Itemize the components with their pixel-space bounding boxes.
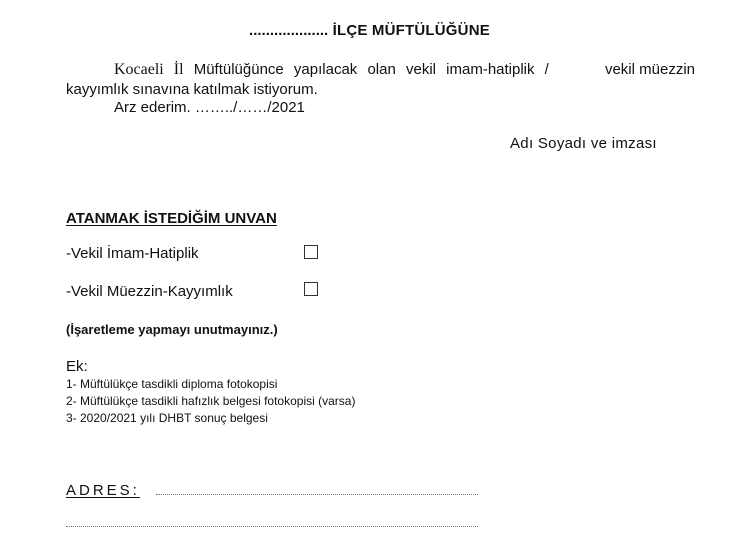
document-title [0,22,739,39]
reminder-note: (İşaretleme yapmayı unutmayınız.) [66,322,278,337]
signature-label: Adı Soyadı ve imzası [510,135,657,152]
checkbox-imam[interactable] [304,245,318,259]
title-office: İLÇE MÜFTÜLÜĞÜNE [332,22,490,39]
paragraph-line-1-end: vekil müezzin [604,61,695,78]
attachments-label: Ek: [66,358,88,375]
address-label: ADRES: [66,482,140,499]
attachment-item: 3- 2020/2021 yılı DHBT sonuç belgesi [66,411,268,425]
paragraph-line-1-text: Müftülüğünce yapılacak olan vekil imam-hatiplik / [193,61,549,78]
option-label-muezzin: -Vekil Müezzin-Kayyımlık [66,283,233,300]
attachment-item: 1- Müftülükçe tasdikli diploma fotokopisi [66,377,278,391]
address-line-2[interactable] [66,526,478,527]
paragraph-line-2: kayyımlık sınavına katılmak istiyorum. [66,81,318,98]
date-line: Arz ederim. ……../……/2021 [114,99,305,116]
checkbox-muezzin[interactable] [304,282,318,296]
paragraph-city: Kocaeli İl [114,61,184,78]
paragraph-line-1 [114,61,549,79]
option-label-imam: -Vekil İmam-Hatiplik [66,245,199,262]
title-dots: ................... [249,22,329,39]
address-line-1[interactable] [156,494,478,495]
attachment-item: 2- Müftülükçe tasdikli hafızlık belgesi fotokopisi (varsa) [66,394,356,408]
section-title: ATANMAK İSTEDİĞİM UNVAN [66,210,277,227]
